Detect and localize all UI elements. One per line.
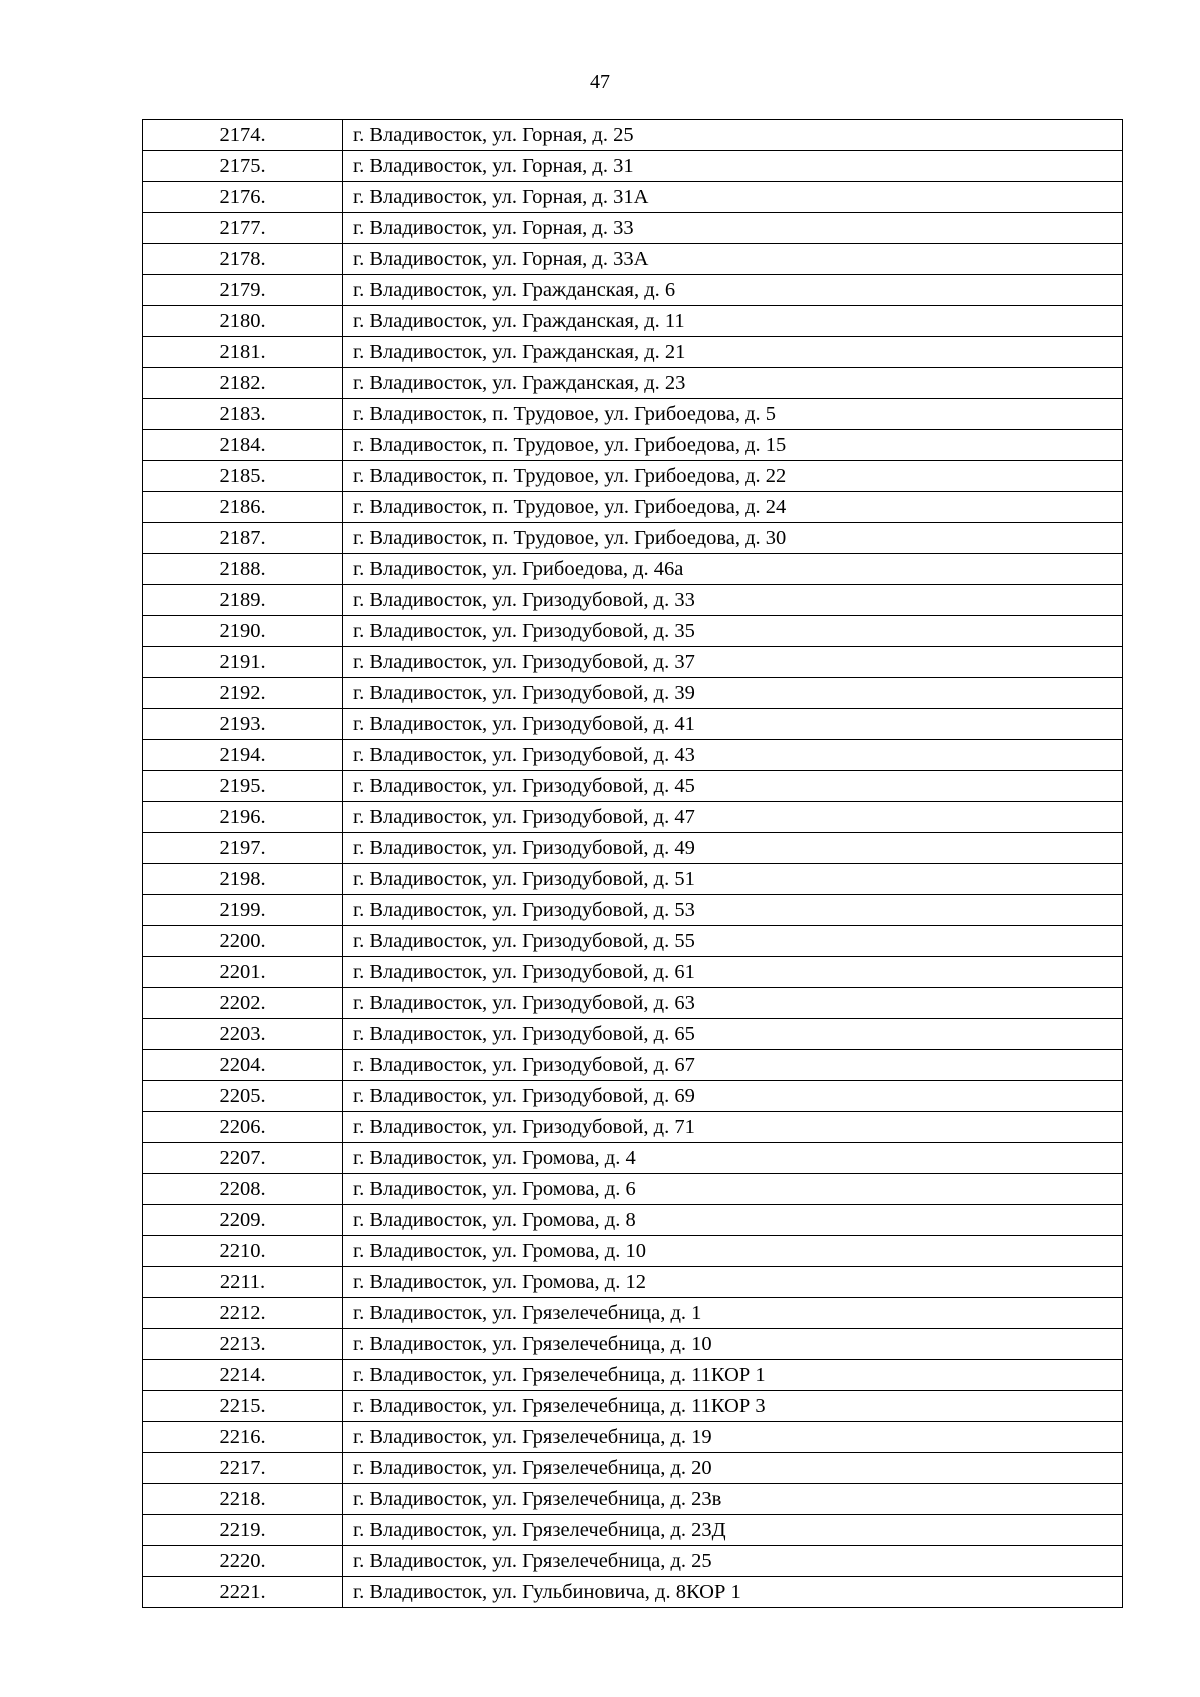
address-table-body [143,120,1123,1608]
row-number: 2174. [143,120,343,151]
row-number: 2201. [143,957,343,988]
table-row [143,523,1123,554]
row-address: г. Владивосток, ул. Громова, д. 8 [343,1205,1123,1236]
table-row [143,1453,1123,1484]
row-address: г. Владивосток, ул. Гризодубовой, д. 39 [343,678,1123,709]
table-row [143,182,1123,213]
row-number: 2217. [143,1453,343,1484]
row-number: 2212. [143,1298,343,1329]
row-address: г. Владивосток, ул. Горная, д. 33А [343,244,1123,275]
row-number: 2177. [143,213,343,244]
table-row [143,120,1123,151]
row-address: г. Владивосток, ул. Гризодубовой, д. 47 [343,802,1123,833]
table-row [143,833,1123,864]
table-row [143,740,1123,771]
row-address: г. Владивосток, ул. Гризодубовой, д. 53 [343,895,1123,926]
row-address: г. Владивосток, п. Трудовое, ул. Грибоедова, д. 22 [343,461,1123,492]
table-row [143,213,1123,244]
row-address: г. Владивосток, ул. Горная, д. 25 [343,120,1123,151]
row-number: 2193. [143,709,343,740]
row-address: г. Владивосток, ул. Гризодубовой, д. 63 [343,988,1123,1019]
table-row [143,1360,1123,1391]
table-row [143,1019,1123,1050]
table-row [143,864,1123,895]
row-number: 2208. [143,1174,343,1205]
table-row [143,1391,1123,1422]
row-address: г. Владивосток, ул. Грязелечебница, д. 19 [343,1422,1123,1453]
row-number: 2206. [143,1112,343,1143]
row-number: 2195. [143,771,343,802]
table-row [143,926,1123,957]
row-number: 2209. [143,1205,343,1236]
row-number: 2179. [143,275,343,306]
table-row [143,647,1123,678]
table-row [143,988,1123,1019]
row-address: г. Владивосток, ул. Гризодубовой, д. 61 [343,957,1123,988]
table-row [143,1081,1123,1112]
table-row [143,306,1123,337]
table-row [143,678,1123,709]
row-number: 2189. [143,585,343,616]
table-row [143,1546,1123,1577]
address-table [142,119,1123,1608]
row-number: 2210. [143,1236,343,1267]
row-number: 2188. [143,554,343,585]
row-number: 2204. [143,1050,343,1081]
table-row [143,244,1123,275]
row-address: г. Владивосток, ул. Горная, д. 31 [343,151,1123,182]
row-number: 2203. [143,1019,343,1050]
table-row [143,492,1123,523]
table-row [143,895,1123,926]
table-row [143,585,1123,616]
row-number: 2198. [143,864,343,895]
row-number: 2221. [143,1577,343,1608]
row-number: 2185. [143,461,343,492]
row-number: 2187. [143,523,343,554]
row-number: 2199. [143,895,343,926]
row-number: 2182. [143,368,343,399]
row-number: 2194. [143,740,343,771]
row-address: г. Владивосток, ул. Гризодубовой, д. 33 [343,585,1123,616]
row-number: 2205. [143,1081,343,1112]
row-address: г. Владивосток, ул. Гражданская, д. 11 [343,306,1123,337]
row-address: г. Владивосток, ул. Гризодубовой, д. 45 [343,771,1123,802]
table-row [143,1329,1123,1360]
row-address: г. Владивосток, ул. Гризодубовой, д. 65 [343,1019,1123,1050]
row-address: г. Владивосток, п. Трудовое, ул. Грибоедова, д. 30 [343,523,1123,554]
table-row [143,616,1123,647]
row-number: 2184. [143,430,343,461]
table-row [143,275,1123,306]
table-row [143,1577,1123,1608]
table-row [143,957,1123,988]
table-row [143,1422,1123,1453]
row-address: г. Владивосток, ул. Гризодубовой, д. 71 [343,1112,1123,1143]
row-address: г. Владивосток, ул. Грязелечебница, д. 23Д [343,1515,1123,1546]
row-address: г. Владивосток, ул. Гризодубовой, д. 51 [343,864,1123,895]
row-number: 2196. [143,802,343,833]
table-row [143,461,1123,492]
row-number: 2178. [143,244,343,275]
row-number: 2213. [143,1329,343,1360]
table-row [143,1267,1123,1298]
row-address: г. Владивосток, ул. Грязелечебница, д. 20 [343,1453,1123,1484]
row-number: 2191. [143,647,343,678]
row-address: г. Владивосток, ул. Громова, д. 10 [343,1236,1123,1267]
row-number: 2214. [143,1360,343,1391]
row-address: г. Владивосток, ул. Грязелечебница, д. 23в [343,1484,1123,1515]
row-number: 2175. [143,151,343,182]
row-address: г. Владивосток, ул. Громова, д. 12 [343,1267,1123,1298]
row-number: 2207. [143,1143,343,1174]
row-address: г. Владивосток, п. Трудовое, ул. Грибоедова, д. 15 [343,430,1123,461]
row-address: г. Владивосток, п. Трудовое, ул. Грибоедова, д. 5 [343,399,1123,430]
row-number: 2200. [143,926,343,957]
row-number: 2215. [143,1391,343,1422]
row-address: г. Владивосток, ул. Гризодубовой, д. 35 [343,616,1123,647]
row-number: 2190. [143,616,343,647]
table-row [143,368,1123,399]
table-row [143,151,1123,182]
table-row [143,1205,1123,1236]
row-address: г. Владивосток, ул. Грязелечебница, д. 25 [343,1546,1123,1577]
row-number: 2181. [143,337,343,368]
row-address: г. Владивосток, ул. Гризодубовой, д. 43 [343,740,1123,771]
row-address: г. Владивосток, п. Трудовое, ул. Грибоедова, д. 24 [343,492,1123,523]
row-address: г. Владивосток, ул. Грибоедова, д. 46а [343,554,1123,585]
row-address: г. Владивосток, ул. Гражданская, д. 6 [343,275,1123,306]
table-row [143,709,1123,740]
row-address: г. Владивосток, ул. Гризодубовой, д. 37 [343,647,1123,678]
row-address: г. Владивосток, ул. Гризодубовой, д. 67 [343,1050,1123,1081]
table-row [143,554,1123,585]
table-row [143,1143,1123,1174]
row-address: г. Владивосток, ул. Грязелечебница, д. 11КОР 3 [343,1391,1123,1422]
table-row [143,1174,1123,1205]
row-address: г. Владивосток, ул. Гризодубовой, д. 49 [343,833,1123,864]
row-address: г. Владивосток, ул. Гризодубовой, д. 69 [343,1081,1123,1112]
row-address: г. Владивосток, ул. Громова, д. 4 [343,1143,1123,1174]
table-row [143,1112,1123,1143]
row-address: г. Владивосток, ул. Гризодубовой, д. 41 [343,709,1123,740]
table-row [143,1050,1123,1081]
table-row [143,1298,1123,1329]
row-number: 2219. [143,1515,343,1546]
row-address: г. Владивосток, ул. Грязелечебница, д. 11КОР 1 [343,1360,1123,1391]
row-number: 2220. [143,1546,343,1577]
page-number: 47 [590,71,610,93]
row-address: г. Владивосток, ул. Гризодубовой, д. 55 [343,926,1123,957]
row-address: г. Владивосток, ул. Гражданская, д. 21 [343,337,1123,368]
row-number: 2211. [143,1267,343,1298]
row-address: г. Владивосток, ул. Грязелечебница, д. 1 [343,1298,1123,1329]
row-address: г. Владивосток, ул. Гульбиновича, д. 8КОР 1 [343,1577,1123,1608]
row-address: г. Владивосток, ул. Громова, д. 6 [343,1174,1123,1205]
row-number: 2216. [143,1422,343,1453]
table-row [143,399,1123,430]
table-row [143,1236,1123,1267]
table-row [143,771,1123,802]
row-number: 2186. [143,492,343,523]
table-row [143,802,1123,833]
table-row [143,430,1123,461]
row-number: 2218. [143,1484,343,1515]
row-address: г. Владивосток, ул. Грязелечебница, д. 10 [343,1329,1123,1360]
row-number: 2180. [143,306,343,337]
row-number: 2183. [143,399,343,430]
row-address: г. Владивосток, ул. Гражданская, д. 23 [343,368,1123,399]
row-address: г. Владивосток, ул. Горная, д. 31А [343,182,1123,213]
row-number: 2192. [143,678,343,709]
table-row [143,1484,1123,1515]
row-number: 2197. [143,833,343,864]
table-row [143,1515,1123,1546]
table-row [143,337,1123,368]
row-number: 2176. [143,182,343,213]
row-address: г. Владивосток, ул. Горная, д. 33 [343,213,1123,244]
row-number: 2202. [143,988,343,1019]
